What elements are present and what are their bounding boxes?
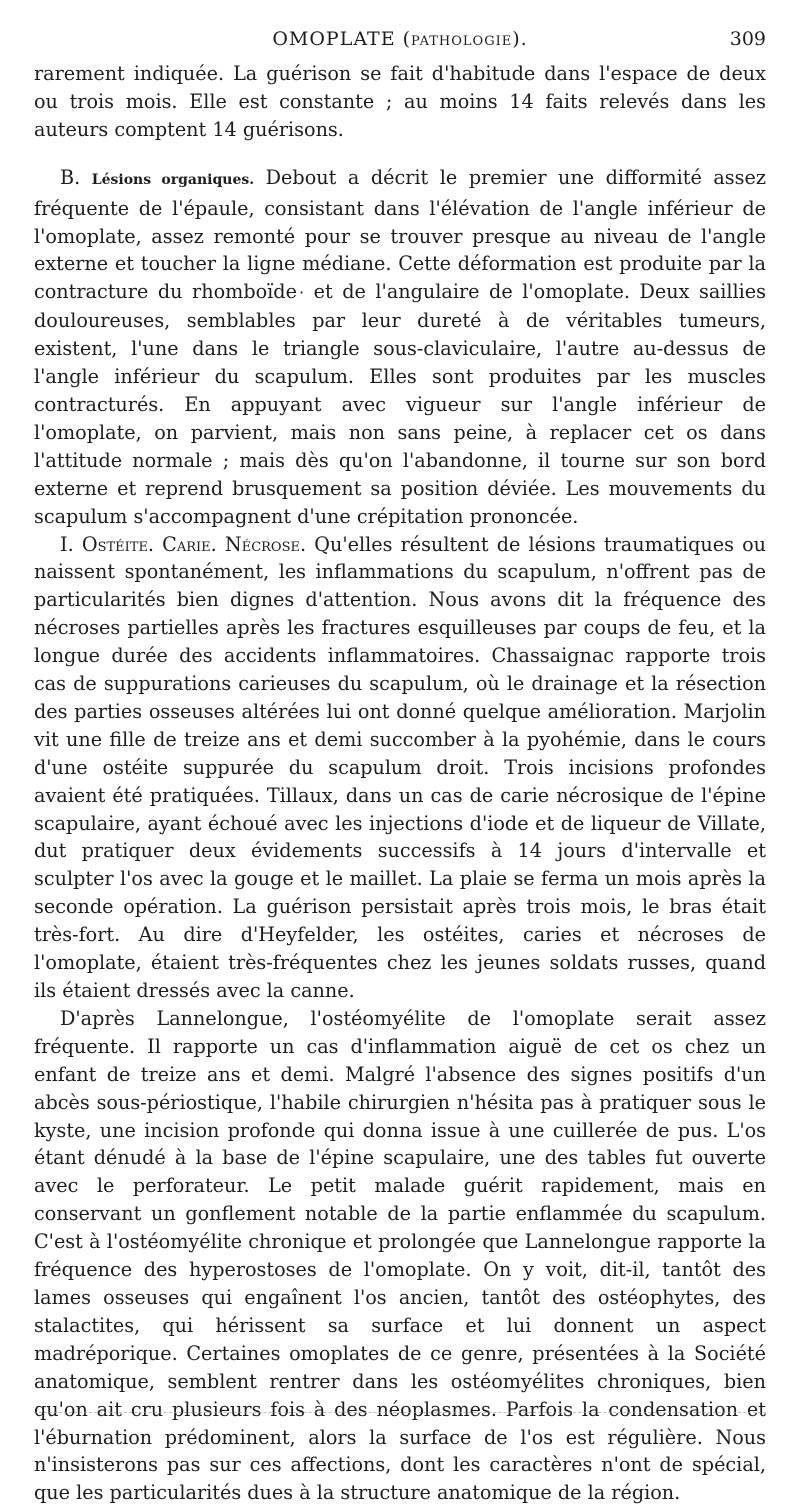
paragraph-lesions-organiques [34, 164, 766, 531]
running-header [34, 28, 766, 60]
page-number: 309 [729, 28, 766, 50]
section-label-b: B. [60, 165, 81, 189]
margin-mark: · [298, 283, 305, 303]
section-spacer [34, 144, 766, 164]
section-label-i: I. [60, 532, 74, 556]
body-text [34, 60, 766, 1507]
section-heading-lesions-organiques: Lésions organiques. [91, 171, 255, 188]
book-page [34, 28, 766, 1507]
section-heading-osteite: Ostéite. Carie. Nécrose. [81, 532, 307, 556]
header-title: OMOPLATE [272, 28, 396, 50]
paragraph-lannelongue: D'après Lannelongue, l'ostéomyélite de l'omoplate serait assez fréquente. Il rapporte un cas d'inflammation aiguë de cet os chez un enfant de treize ans et demi. Malgré l'absence des signes positifs d'un abcès sous-périostique, l'habile chirurgien n'hésita pas à pratiquer sous le kyste, une incision profonde qui donna issue à une cuillerée de pus. L'os étant dénudé à la base de l'épine scapulaire, une des tables fut ouverte avec le perforateur. Le petit malade guérit rapidement, mais en conservant un gonflement notable de la partie enflammée du scapulum. C'est à l'ostéomyélite chronique et prolongée que Lannelongue rapporte la fréquence des hyperostoses de l'omoplate. On y voit, dit-il, tantôt des lames osseuses qui engaînent l'os ancien, tantôt des ostéophytes, des stalactites, qui hérissent sa surface et lui donnent un aspect madréporique. Certaines omoplates de ce genre, présentées à la Société anatomique, semblent rentrer dans les ostéomyélites chroniques, bien qu'on ait cru plusieurs fois à des néoplasmes. Parfois la condensation et l'éburnation prédominent, alors la surface de l'os est régulière. Nous n'insisterons pas sur ces affections, dont les caractères n'ont de spécial, que les particularités dues à la structure anatomique de la région. [34, 1006, 766, 1505]
paragraph-osteite-text: Qu'elles résultent de lésions traumatiques ou naissent spontanément, les inflammations du scapulum, n'offrent pas de particularités bien dignes d'attention. Nous avons dit la fréquence des nécroses partielles après les fractures esquilleuses par coups de feu, et la longue durée des accidents inflammatoires. Chassaignac rapporte trois cas de suppurations carieuses du scapulum, où le drainage et la résection des parties osseuses altérées lui ont donné quelque amélioration. Marjolin vit une fille de treize ans et demi succomber à la pyohémie, dans le cours d'une ostéite suppurée du scapulum droit. Trois incisions profondes avaient été pratiquées. Tillaux, dans un cas de carie nécrosique de l'épine scapulaire, ayant échoué avec les injections d'iode et de liqueur de Villate, dut pratiquer deux évidements successifs à 14 jours d'intervalle et sculpter l'os avec la gouge et le maillet. La plaie se ferma un mois après la seconde opération. La guérison persistait après trois mois, le bras était très-fort. Au dire d'Heyfelder, les ostéites, caries et nécroses de l'omoplate, étaient très-fréquentes chez les jeunes soldats russes, quand ils étaient dressés avec la canne. [34, 532, 766, 1002]
footer-divider [34, 1412, 766, 1413]
paragraph-osteite [34, 531, 766, 1005]
header-title-suffix: (pathologie). [402, 28, 528, 50]
paragraph-debout: Debout a décrit le premier une difformité assez fréquente de l'épaule, consistant dans l'élévation de l'angle inférieur de l'omoplate, assez remonté pour se trouver presque au niveau de l'angle externe et toucher la ligne médiane. Cette déformation est produite par la contracture du rhomboïde [34, 165, 766, 304]
running-title [34, 28, 766, 50]
paragraph-debout-continued: et de l'angulaire de l'omoplate. Deux saillies douloureuses, semblables par leur dureté à de véritables tumeurs, existent, l'une dans le triangle sous-claviculaire, l'autre au-dessus de l'angle inférieur du scapulum. Elles sont produites par les muscles contracturés. En appuyant avec vigueur sur l'angle inférieur de l'omoplate, on parvient, mais non sans peine, à replacer cet os dans l'attitude normale ; mais dès qu'on l'abandonne, il tourne sur son bord externe et reprend brusquement sa position déviée. Les mouvements du scapulum s'accompagnent d'une crépitation prononcée. [34, 280, 767, 528]
paragraph-continuation: rarement indiquée. La guérison se fait d'habitude dans l'espace de deux ou trois mois. Elle est constante ; au moins 14 faits relevés dans les auteurs comptent 14 guérisons. [34, 62, 766, 141]
